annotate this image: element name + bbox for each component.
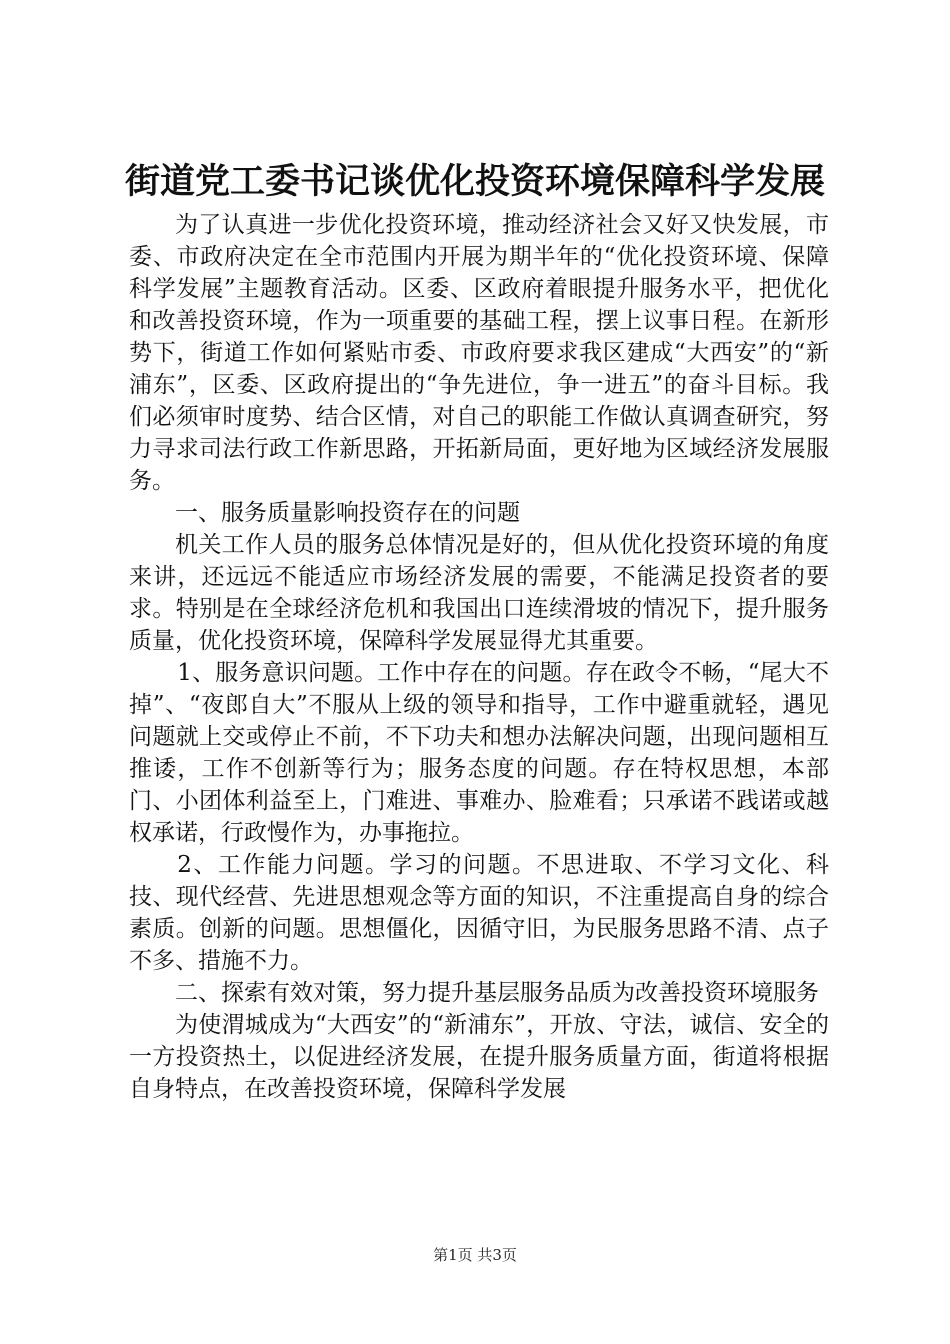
- section-heading-1: 一、服务质量影响投资存在的问题: [175, 500, 520, 526]
- paragraph-overview: 机关工作人员的服务总体情况是好的，但从优化投资环境的角度来讲，还远远不能适应市场经济发展的需要，不能满足投资者的要求。特别是在全球经济危机和我国出口连续滑坡的情况下，提升服务质量，优化投资环境，保障科学发展显得尤其重要。: [129, 532, 829, 654]
- page-footer: 第1页 共3页: [433, 1246, 517, 1264]
- document-body: [129, 209, 829, 1105]
- document-title: 街道党工委书记谈优化投资环境保障科学发展: [124, 161, 825, 202]
- paragraph-intro: 为了认真进一步优化投资环境，推动经济社会又好又快发展，市委、市政府决定在全市范围内开展为期半年的“优化投资环境、保障科学发展”主题教育活动。区委、区政府着眼提升服务水平，把优化和改善投资环境，作为一项重要的基础工程，摆上议事日程。在新形势下，街道工作如何紧贴市委、市政府要求我区建成“大西安”的“新浦东”，区委、区政府提出的“争先进位，争一进五”的奋斗目标。我们必须审时度势、结合区情，对自己的职能工作做认真调查研究，努力寻求司法行政工作新思路，开拓新局面，更好地为区域经济发展服务。: [129, 212, 829, 494]
- paragraph-measures: 为使渭城成为“大西安”的“新浦东”，开放、守法，诚信、安全的一方投资热土，以促进经济发展，在提升服务质量方面，街道将根据自身特点，在改善投资环境，保障科学发展: [129, 1012, 829, 1102]
- section-heading-2: 二、探索有效对策，努力提升基层服务品质为改善投资环境服务: [175, 980, 819, 1006]
- paragraph-item-1: 1、服务意识问题。工作中存在的问题。存在政令不畅，“尾大不掉”、“夜郎自大”不服从上级的领导和指导，工作中避重就轻，遇见问题就上交或停止不前，不下功夫和想办法解决问题，出现问题相互推诿，工作不创新等行为；服务态度的问题。存在特权思想，本部门、小团体利益至上，门难进、事难办、脸难看；只承诺不践诺或越权承诺，行政慢作为，办事拖拉。: [129, 660, 829, 846]
- paragraph-item-2: 2、工作能力问题。学习的问题。不思进取、不学习文化、科技、现代经营、先进思想观念等方面的知识，不注重提高自身的综合素质。创新的问题。思想僵化，因循守旧，为民服务思路不清、点子不多、措施不力。: [129, 852, 829, 974]
